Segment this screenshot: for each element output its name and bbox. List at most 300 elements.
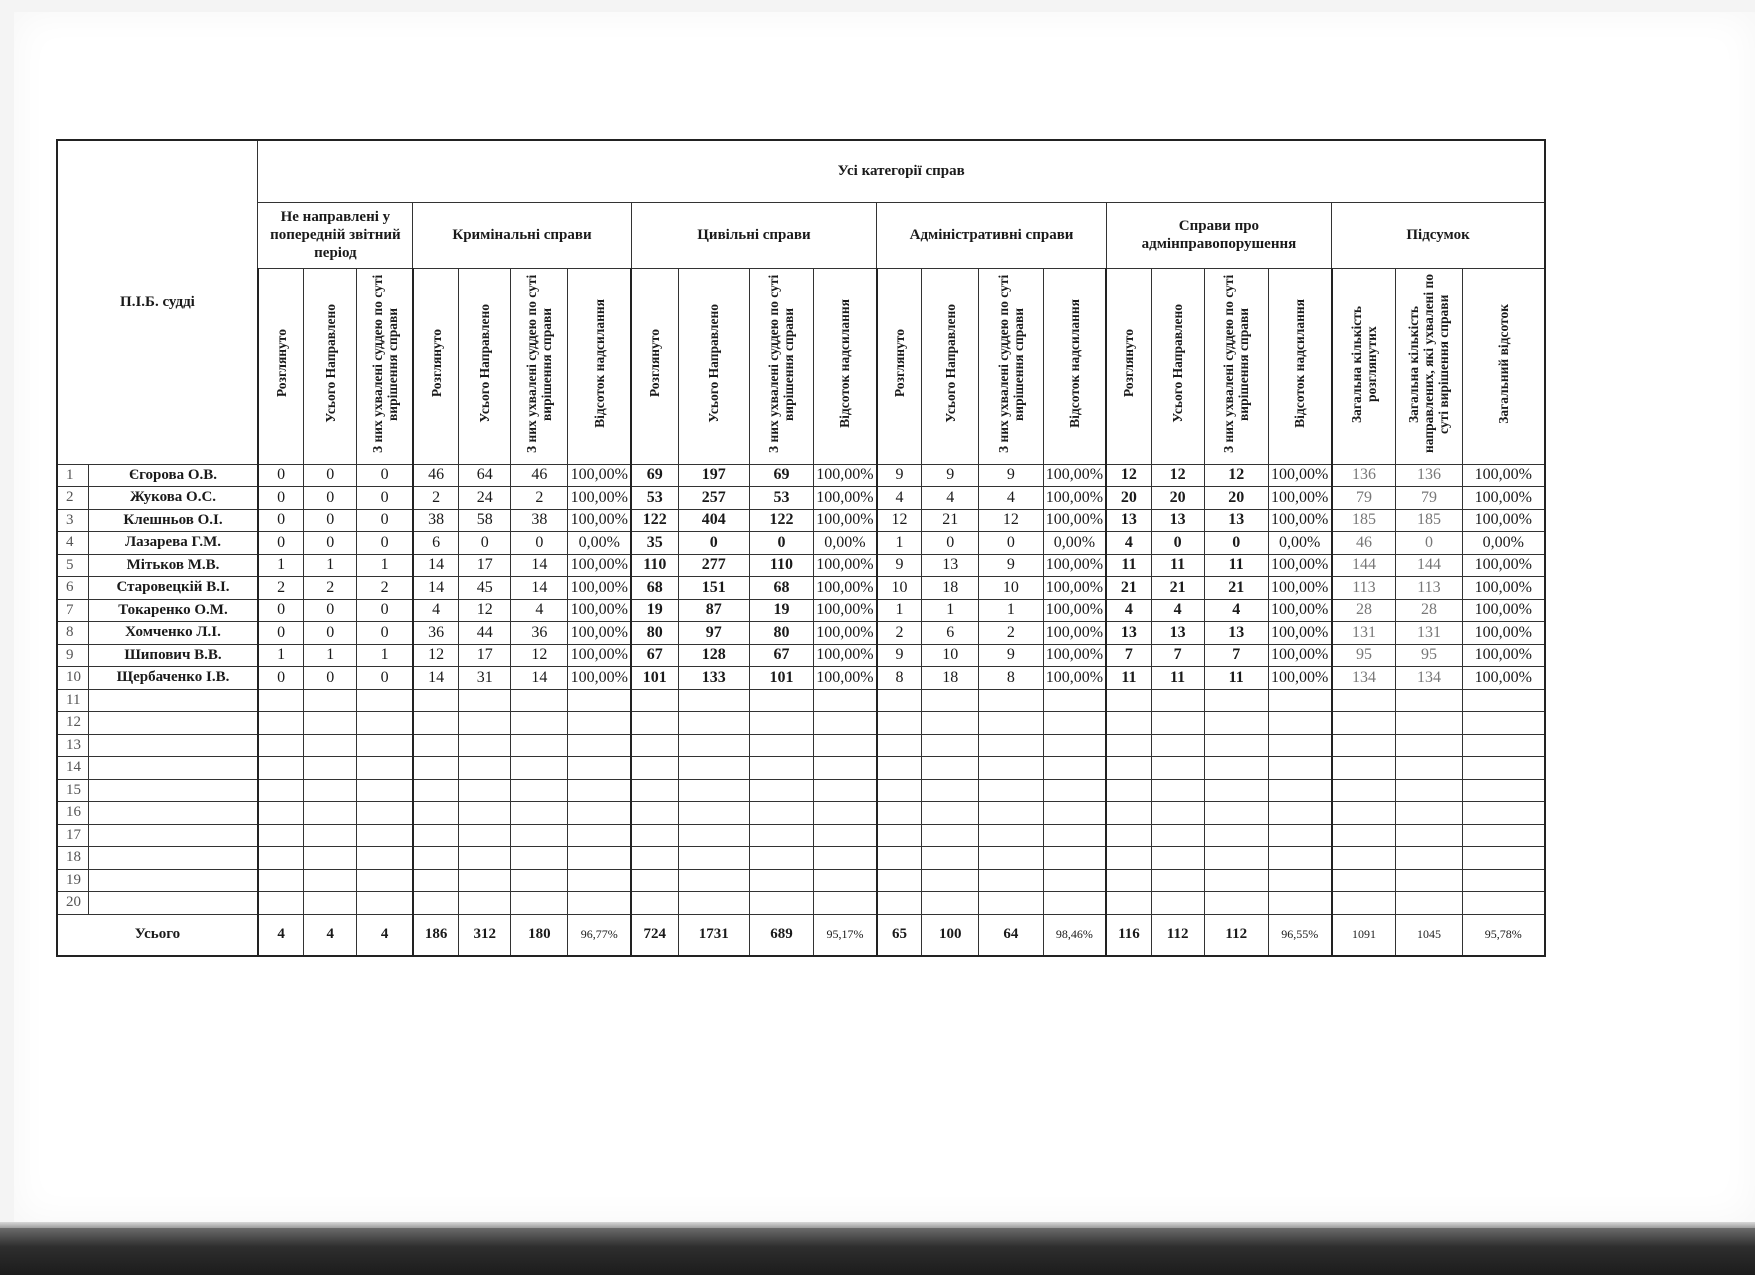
table-cell bbox=[511, 712, 568, 735]
table-row bbox=[57, 892, 1545, 915]
table-cell bbox=[631, 734, 678, 757]
column-header-label: З них ухвалені суддею по суті вирішення справи bbox=[1221, 274, 1252, 453]
table-cell: 2 bbox=[511, 487, 568, 510]
table-cell: 0,00% bbox=[568, 532, 631, 555]
table-cell bbox=[568, 847, 631, 870]
table-cell bbox=[814, 779, 877, 802]
table-cell bbox=[1462, 847, 1545, 870]
table-cell: 144 bbox=[1396, 554, 1462, 577]
table-cell bbox=[1204, 757, 1268, 780]
table-cell bbox=[678, 734, 749, 757]
table-cell: 0 bbox=[304, 509, 357, 532]
table-cell bbox=[413, 689, 459, 712]
table-cell: 4 bbox=[1106, 532, 1151, 555]
table-cell bbox=[258, 892, 304, 915]
table-cell bbox=[749, 734, 813, 757]
table-cell: 1 bbox=[979, 599, 1043, 622]
table-cell bbox=[357, 712, 413, 735]
judge-name: Жукова О.С. bbox=[89, 487, 258, 510]
judge-name bbox=[89, 847, 258, 870]
table-cell: 100,00% bbox=[1043, 622, 1106, 645]
column-header bbox=[1043, 268, 1106, 464]
table-row bbox=[57, 869, 1545, 892]
column-header-label: Загальна кількість розглянутих bbox=[1348, 304, 1379, 423]
table-cell bbox=[459, 847, 511, 870]
table-cell: 100,00% bbox=[1462, 667, 1545, 690]
table-cell bbox=[922, 734, 979, 757]
total-cell: 95,17% bbox=[814, 914, 877, 956]
total-cell: 112 bbox=[1204, 914, 1268, 956]
table-cell: 0 bbox=[304, 667, 357, 690]
table-cell bbox=[1396, 824, 1462, 847]
table-cell bbox=[922, 689, 979, 712]
table-cell: 4 bbox=[1106, 599, 1151, 622]
table-cell: 35 bbox=[631, 532, 678, 555]
table-cell: 44 bbox=[459, 622, 511, 645]
table-cell: 0 bbox=[304, 599, 357, 622]
column-header-label: Усього Направлено bbox=[1170, 304, 1186, 423]
table-cell bbox=[749, 869, 813, 892]
table-cell: 1 bbox=[258, 644, 304, 667]
table-cell: 0,00% bbox=[814, 532, 877, 555]
table-cell bbox=[979, 802, 1043, 825]
table-cell bbox=[568, 824, 631, 847]
table-cell bbox=[749, 712, 813, 735]
table-cell bbox=[1043, 757, 1106, 780]
table-cell: 14 bbox=[413, 577, 459, 600]
column-header-label: З них ухвалені суддею по суті вирішення справи bbox=[369, 274, 400, 453]
table-cell: 100,00% bbox=[814, 644, 877, 667]
table-cell: 0 bbox=[258, 667, 304, 690]
table-row bbox=[57, 712, 1545, 735]
table-cell bbox=[413, 779, 459, 802]
table-cell: 7 bbox=[1204, 644, 1268, 667]
total-cell: 4 bbox=[304, 914, 357, 956]
table-cell bbox=[1268, 802, 1331, 825]
column-header bbox=[568, 268, 631, 464]
table-cell: 14 bbox=[413, 554, 459, 577]
table-cell bbox=[979, 847, 1043, 870]
table-cell: 2 bbox=[877, 622, 922, 645]
table-cell bbox=[877, 734, 922, 757]
table-cell bbox=[459, 824, 511, 847]
table-cell bbox=[357, 734, 413, 757]
table-cell bbox=[979, 824, 1043, 847]
judge-name bbox=[89, 689, 258, 712]
table-cell bbox=[258, 847, 304, 870]
table-cell: 21 bbox=[1106, 577, 1151, 600]
table-cell bbox=[1462, 869, 1545, 892]
table-cell: 69 bbox=[749, 464, 813, 487]
table-cell bbox=[413, 712, 459, 735]
table-cell: 13 bbox=[922, 554, 979, 577]
judge-name bbox=[89, 712, 258, 735]
total-cell: 312 bbox=[459, 914, 511, 956]
table-cell bbox=[1204, 712, 1268, 735]
column-header-label: З них ухвалені суддею по суті вирішення справи bbox=[524, 274, 555, 453]
table-cell bbox=[877, 757, 922, 780]
table-cell: 19 bbox=[749, 599, 813, 622]
table-cell bbox=[1204, 847, 1268, 870]
table-cell: 100,00% bbox=[568, 599, 631, 622]
table-cell: 4 bbox=[877, 487, 922, 510]
table-cell: 12 bbox=[1151, 464, 1204, 487]
table-cell: 64 bbox=[459, 464, 511, 487]
table-cell bbox=[877, 712, 922, 735]
table-cell bbox=[258, 712, 304, 735]
table-cell bbox=[1396, 869, 1462, 892]
total-cell: 186 bbox=[413, 914, 459, 956]
table-cell: 4 bbox=[413, 599, 459, 622]
table-cell bbox=[304, 734, 357, 757]
table-cell bbox=[511, 689, 568, 712]
table-cell bbox=[511, 824, 568, 847]
table-cell: 134 bbox=[1332, 667, 1396, 690]
table-cell: 100,00% bbox=[1043, 509, 1106, 532]
column-header bbox=[413, 268, 459, 464]
table-cell bbox=[357, 824, 413, 847]
table-cell bbox=[357, 757, 413, 780]
table-cell bbox=[678, 779, 749, 802]
table-cell: 100,00% bbox=[1268, 554, 1331, 577]
row-number: 1 bbox=[57, 464, 89, 487]
table-cell bbox=[1043, 734, 1106, 757]
table-row bbox=[57, 847, 1545, 870]
table-cell: 0,00% bbox=[1043, 532, 1106, 555]
table-cell bbox=[979, 734, 1043, 757]
row-number: 11 bbox=[57, 689, 89, 712]
table-cell: 0 bbox=[979, 532, 1043, 555]
column-header bbox=[357, 268, 413, 464]
table-cell bbox=[1396, 847, 1462, 870]
table-row bbox=[57, 779, 1545, 802]
table-cell: 18 bbox=[922, 667, 979, 690]
table-cell bbox=[568, 892, 631, 915]
table-cell: 17 bbox=[459, 554, 511, 577]
table-cell bbox=[1396, 802, 1462, 825]
table-cell: 2 bbox=[413, 487, 459, 510]
table-cell: 1 bbox=[877, 599, 922, 622]
table-cell: 100,00% bbox=[814, 577, 877, 600]
table-cell bbox=[1151, 802, 1204, 825]
table-cell bbox=[1151, 689, 1204, 712]
table-cell bbox=[568, 802, 631, 825]
table-cell bbox=[1268, 869, 1331, 892]
table-cell: 100,00% bbox=[1462, 509, 1545, 532]
table-cell bbox=[1462, 689, 1545, 712]
table-cell: 2 bbox=[357, 577, 413, 600]
total-cell: 1731 bbox=[678, 914, 749, 956]
table-cell: 0,00% bbox=[1462, 532, 1545, 555]
table-cell bbox=[979, 712, 1043, 735]
table-cell bbox=[678, 869, 749, 892]
table-cell bbox=[877, 847, 922, 870]
column-header bbox=[1332, 268, 1396, 464]
judge-name: Шипович В.В. bbox=[89, 644, 258, 667]
table-cell bbox=[258, 824, 304, 847]
table-cell: 0,00% bbox=[1268, 532, 1331, 555]
table-cell: 13 bbox=[1204, 509, 1268, 532]
table-cell bbox=[678, 824, 749, 847]
table-cell bbox=[568, 689, 631, 712]
table-cell bbox=[1462, 757, 1545, 780]
table-cell bbox=[511, 847, 568, 870]
table-cell: 100,00% bbox=[1268, 487, 1331, 510]
column-header-label: Відсоток надсилання bbox=[837, 299, 853, 428]
table-cell: 10 bbox=[877, 577, 922, 600]
table-cell: 0 bbox=[1204, 532, 1268, 555]
table-cell: 100,00% bbox=[1268, 622, 1331, 645]
table-cell bbox=[1106, 779, 1151, 802]
table-cell: 0 bbox=[258, 622, 304, 645]
table-cell bbox=[749, 847, 813, 870]
table-cell: 24 bbox=[459, 487, 511, 510]
table-cell bbox=[1106, 757, 1151, 780]
judge-name bbox=[89, 802, 258, 825]
column-header bbox=[1396, 268, 1462, 464]
table-cell: 0 bbox=[459, 532, 511, 555]
column-header bbox=[814, 268, 877, 464]
table-cell: 9 bbox=[979, 464, 1043, 487]
total-cell: 112 bbox=[1151, 914, 1204, 956]
table-cell bbox=[1396, 689, 1462, 712]
table-cell: 45 bbox=[459, 577, 511, 600]
table-cell bbox=[511, 734, 568, 757]
table-row bbox=[57, 757, 1545, 780]
table-cell bbox=[1462, 712, 1545, 735]
table-cell bbox=[749, 689, 813, 712]
table-cell bbox=[1106, 869, 1151, 892]
group-header: Адміністративні справи bbox=[877, 202, 1106, 268]
table-cell bbox=[678, 802, 749, 825]
judge-name: Хомченко Л.І. bbox=[89, 622, 258, 645]
table-cell bbox=[979, 779, 1043, 802]
table-cell bbox=[877, 869, 922, 892]
table-cell: 100,00% bbox=[1462, 554, 1545, 577]
table-cell: 13 bbox=[1151, 509, 1204, 532]
table-cell: 0 bbox=[258, 532, 304, 555]
all-categories-header: Усі категорії справ bbox=[258, 140, 1545, 202]
table-cell: 4 bbox=[922, 487, 979, 510]
table-cell bbox=[1396, 892, 1462, 915]
table-cell: 404 bbox=[678, 509, 749, 532]
table-cell: 122 bbox=[749, 509, 813, 532]
table-cell bbox=[304, 892, 357, 915]
table-cell bbox=[413, 757, 459, 780]
table-cell bbox=[1268, 892, 1331, 915]
table-cell: 100,00% bbox=[1462, 599, 1545, 622]
table-cell: 2 bbox=[979, 622, 1043, 645]
column-header bbox=[1268, 268, 1331, 464]
table-cell bbox=[1396, 734, 1462, 757]
row-number: 13 bbox=[57, 734, 89, 757]
table-cell: 21 bbox=[1151, 577, 1204, 600]
table-cell bbox=[357, 869, 413, 892]
table-cell bbox=[1151, 757, 1204, 780]
table-cell bbox=[1204, 802, 1268, 825]
table-cell bbox=[678, 757, 749, 780]
table-row bbox=[57, 802, 1545, 825]
table-row bbox=[57, 599, 1545, 622]
table-cell bbox=[357, 892, 413, 915]
table-cell bbox=[631, 802, 678, 825]
column-header-label: Усього Направлено bbox=[477, 304, 493, 423]
table-row bbox=[57, 667, 1545, 690]
table-cell bbox=[631, 824, 678, 847]
table-cell: 79 bbox=[1332, 487, 1396, 510]
table-cell: 20 bbox=[1106, 487, 1151, 510]
table-cell bbox=[1396, 779, 1462, 802]
column-header bbox=[1204, 268, 1268, 464]
table-cell: 100,00% bbox=[568, 487, 631, 510]
table-cell bbox=[814, 734, 877, 757]
table-cell bbox=[1106, 734, 1151, 757]
table-cell bbox=[814, 847, 877, 870]
table-cell: 100,00% bbox=[1268, 667, 1331, 690]
table-cell: 0 bbox=[258, 487, 304, 510]
table-cell bbox=[1332, 779, 1396, 802]
table-cell bbox=[459, 779, 511, 802]
table-cell: 1 bbox=[304, 554, 357, 577]
table-cell: 100,00% bbox=[568, 577, 631, 600]
table-cell bbox=[631, 689, 678, 712]
table-cell bbox=[511, 779, 568, 802]
table-cell: 11 bbox=[1106, 667, 1151, 690]
table-cell bbox=[1268, 824, 1331, 847]
table-cell: 31 bbox=[459, 667, 511, 690]
judge-name bbox=[89, 869, 258, 892]
table-cell bbox=[1204, 824, 1268, 847]
table-cell bbox=[357, 779, 413, 802]
table-cell: 0 bbox=[357, 622, 413, 645]
table-cell bbox=[1151, 869, 1204, 892]
table-cell: 17 bbox=[459, 644, 511, 667]
judge-name: Єгорова О.В. bbox=[89, 464, 258, 487]
table-cell: 0 bbox=[357, 509, 413, 532]
table-cell bbox=[357, 802, 413, 825]
table-cell bbox=[979, 869, 1043, 892]
table-cell bbox=[568, 734, 631, 757]
table-cell: 53 bbox=[631, 487, 678, 510]
table-cell bbox=[1332, 847, 1396, 870]
column-header bbox=[922, 268, 979, 464]
table-cell: 13 bbox=[1106, 622, 1151, 645]
total-cell: 98,46% bbox=[1043, 914, 1106, 956]
table-cell bbox=[678, 712, 749, 735]
table-cell: 8 bbox=[979, 667, 1043, 690]
table-cell: 0 bbox=[304, 532, 357, 555]
table-cell: 110 bbox=[631, 554, 678, 577]
table-cell: 100,00% bbox=[568, 554, 631, 577]
table-cell bbox=[1396, 712, 1462, 735]
judge-name bbox=[89, 757, 258, 780]
table-cell bbox=[459, 869, 511, 892]
table-cell: 46 bbox=[511, 464, 568, 487]
table-cell bbox=[1332, 734, 1396, 757]
group-header: Підсумок bbox=[1332, 202, 1545, 268]
table-cell: 100,00% bbox=[814, 667, 877, 690]
judge-name bbox=[89, 734, 258, 757]
table-cell: 9 bbox=[877, 644, 922, 667]
row-number: 16 bbox=[57, 802, 89, 825]
table-cell: 12 bbox=[877, 509, 922, 532]
table-cell bbox=[1268, 734, 1331, 757]
table-cell: 0 bbox=[1396, 532, 1462, 555]
table-cell bbox=[258, 802, 304, 825]
row-number: 14 bbox=[57, 757, 89, 780]
table-cell bbox=[1151, 712, 1204, 735]
total-cell: 96,55% bbox=[1268, 914, 1331, 956]
table-cell: 28 bbox=[1332, 599, 1396, 622]
table-cell bbox=[814, 869, 877, 892]
table-row bbox=[57, 509, 1545, 532]
table-cell bbox=[922, 869, 979, 892]
table-cell: 28 bbox=[1396, 599, 1462, 622]
column-header-label: Відсоток надсилання bbox=[591, 299, 607, 428]
judge-name bbox=[89, 892, 258, 915]
table-cell bbox=[1332, 869, 1396, 892]
table-cell: 67 bbox=[749, 644, 813, 667]
column-header-label: Розглянуто bbox=[428, 329, 444, 398]
table-row bbox=[57, 689, 1545, 712]
table-cell: 12 bbox=[979, 509, 1043, 532]
table-cell: 69 bbox=[631, 464, 678, 487]
table-cell: 100,00% bbox=[568, 667, 631, 690]
group-header: Не направлені у попередній звітний період bbox=[258, 202, 413, 268]
row-number: 20 bbox=[57, 892, 89, 915]
scanner-edge bbox=[0, 1228, 1755, 1275]
table-cell: 100,00% bbox=[568, 509, 631, 532]
table-cell: 100,00% bbox=[1043, 667, 1106, 690]
column-header bbox=[1462, 268, 1545, 464]
table-cell: 9 bbox=[877, 554, 922, 577]
table-cell: 7 bbox=[1106, 644, 1151, 667]
table-cell: 100,00% bbox=[1268, 464, 1331, 487]
table-cell bbox=[357, 689, 413, 712]
table-cell bbox=[749, 779, 813, 802]
table-cell: 11 bbox=[1151, 554, 1204, 577]
table-cell bbox=[922, 802, 979, 825]
table-cell: 136 bbox=[1396, 464, 1462, 487]
table-cell: 2 bbox=[304, 577, 357, 600]
table-cell: 257 bbox=[678, 487, 749, 510]
table-cell bbox=[1332, 892, 1396, 915]
table-cell: 14 bbox=[511, 554, 568, 577]
table-cell: 14 bbox=[511, 667, 568, 690]
table-row bbox=[57, 644, 1545, 667]
table-cell: 68 bbox=[749, 577, 813, 600]
judge-name: Клешньов О.І. bbox=[89, 509, 258, 532]
table-row bbox=[57, 532, 1545, 555]
table-cell: 0 bbox=[922, 532, 979, 555]
table-cell: 131 bbox=[1396, 622, 1462, 645]
table-cell: 4 bbox=[979, 487, 1043, 510]
table-cell: 113 bbox=[1396, 577, 1462, 600]
table-cell: 38 bbox=[413, 509, 459, 532]
group-header: Справи про адмінправопорушення bbox=[1106, 202, 1331, 268]
table-cell: 6 bbox=[413, 532, 459, 555]
table-cell bbox=[922, 892, 979, 915]
judge-name: Токаренко О.М. bbox=[89, 599, 258, 622]
table-cell: 133 bbox=[678, 667, 749, 690]
table-cell: 13 bbox=[1204, 622, 1268, 645]
table-cell: 0 bbox=[749, 532, 813, 555]
table-cell bbox=[459, 734, 511, 757]
table-cell: 100,00% bbox=[1268, 509, 1331, 532]
column-header-label: Усього Направлено bbox=[706, 304, 722, 423]
total-cell: 180 bbox=[511, 914, 568, 956]
table-cell bbox=[459, 689, 511, 712]
